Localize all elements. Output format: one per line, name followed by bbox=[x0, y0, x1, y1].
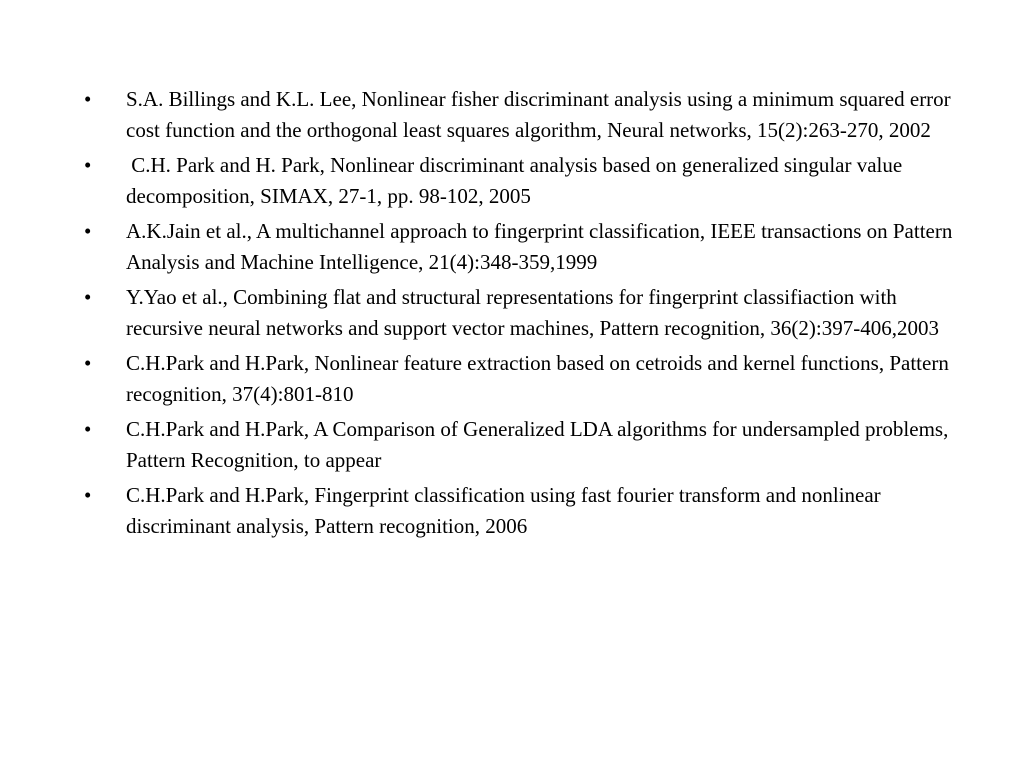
reference-text: S.A. Billings and K.L. Lee, Nonlinear fisher discriminant analysis using a minimum squared error cost function and the orthogonal least squares algorithm, Neural networks, 15(2):263-270, 2002 bbox=[126, 87, 951, 142]
reference-item bbox=[84, 348, 954, 410]
bullet-icon: • bbox=[84, 87, 92, 111]
reference-item bbox=[84, 414, 954, 476]
reference-item bbox=[84, 480, 954, 542]
reference-text: C.H. Park and H. Park, Nonlinear discriminant analysis based on generalized singular value decomposition, SIMAX, 27-1, pp. 98-102, 2005 bbox=[126, 153, 908, 208]
bullet-icon: • bbox=[84, 351, 92, 375]
reference-item bbox=[84, 84, 954, 146]
reference-text: C.H.Park and H.Park, A Comparison of Generalized LDA algorithms for undersampled problems, Pattern Recognition, to appear bbox=[126, 417, 949, 472]
reference-text: C.H.Park and H.Park, Nonlinear feature extraction based on cetroids and kernel functions, Pattern recognition, 37(4):801-810 bbox=[126, 351, 949, 406]
reference-item bbox=[84, 216, 954, 278]
bullet-icon: • bbox=[84, 417, 92, 441]
reference-item bbox=[84, 282, 954, 344]
bullet-icon: • bbox=[84, 285, 92, 309]
reference-text: Y.Yao et al., Combining flat and structural representations for fingerprint classifiaction with recursive neural networks and support vector machines, Pattern recognition, 36(2):397-406,2003 bbox=[126, 285, 939, 340]
reference-item bbox=[84, 150, 954, 212]
reference-text: A.K.Jain et al., A multichannel approach to fingerprint classification, IEEE transactions on Pattern Analysis and Machine Intelligence, 21(4):348-359,1999 bbox=[126, 219, 953, 274]
reference-text: C.H.Park and H.Park, Fingerprint classification using fast fourier transform and nonlinear discriminant analysis, Pattern recognition, 2006 bbox=[126, 483, 881, 538]
bullet-icon: • bbox=[84, 219, 92, 243]
reference-list bbox=[84, 84, 954, 546]
bullet-icon: • bbox=[84, 153, 92, 177]
bullet-icon: • bbox=[84, 483, 92, 507]
